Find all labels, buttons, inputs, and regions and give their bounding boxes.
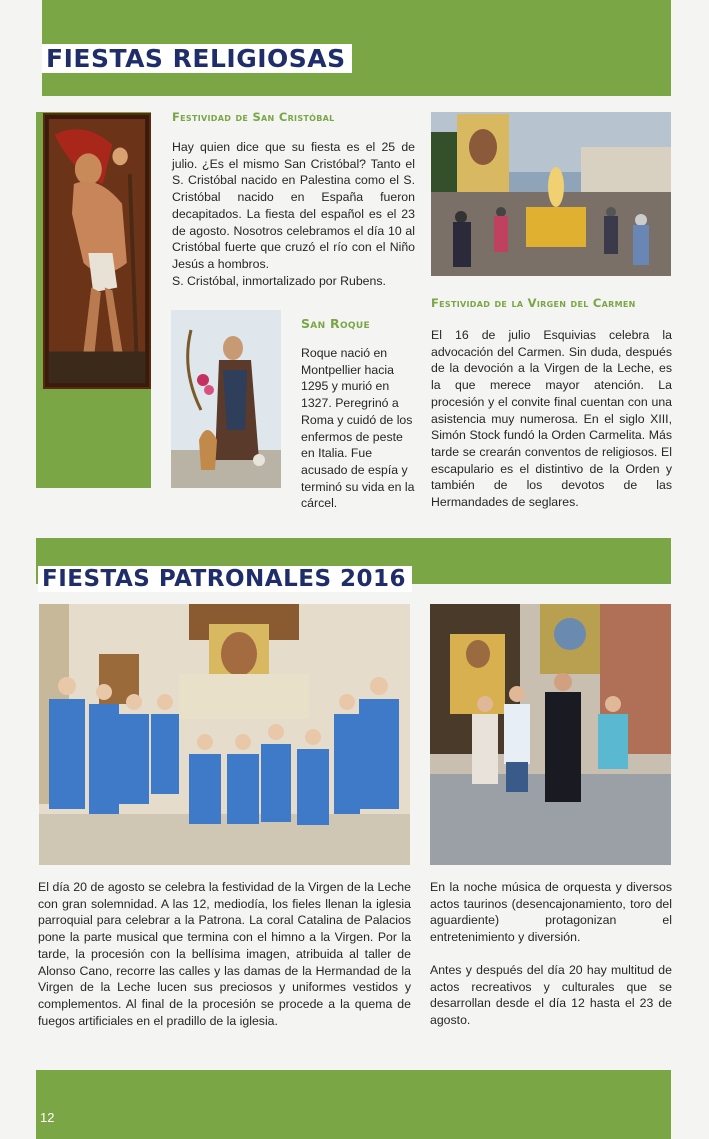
patronales-right-text <box>430 879 672 1029</box>
san-cristobal-paragraph-1: Hay quien dice que su fiesta es el 25 de julio. ¿Es el mismo San Cristóbal? Tanto el S. Cristóbal nacido en Palestina como el S. Cristóbal nacido en España fueron decapitados. La fiesta del español es el 23 de agosto. Nosotros celebramos el día 10 al Cristóbal fuerte que cruzó el río con el Niño Jesús a hombros. <box>172 140 415 271</box>
section-title-patronales: FIESTAS PATRONALES 2016 <box>38 566 412 592</box>
patronales-right-paragraph-1: En la noche música de orquesta y diversos actos taurinos (desencajonamiento, toro del aguardiente) protagonizan el entretenimiento y diversión. <box>430 880 672 945</box>
san-cristobal-heading: Festividad de San Cristóbal <box>172 110 335 124</box>
page-number: 12 <box>40 1110 55 1125</box>
bottom-green-band <box>36 1070 671 1139</box>
virgen-carmen-heading: Festividad de la Virgen del Carmen <box>431 296 636 310</box>
san-roque-photo <box>171 310 281 488</box>
san-cristobal-paragraph-2: S. Cristóbal, inmortalizado por Rubens. <box>172 273 386 288</box>
san-roque-heading: San Roque <box>301 316 370 331</box>
procesion-patronales-photo <box>430 604 671 865</box>
san-cristobal-text <box>172 139 415 289</box>
san-roque-text: Roque nació en Montpellier hacia 1295 y murió en 1327. Peregrinó a Roma y cuidó de los enfermos de peste en Italia. Fue acusado de espía y terminó su vida en la cárcel. <box>301 346 415 511</box>
virgen-carmen-text: El 16 de julio Esquivias celebra la advocación del Carmen. Sin duda, después de la devoción a la Virgen de la Leche, es la que merece mayor atención. La procesión y el convite final cuentan con una asistencia muy numerosa. En el siglo XIII, Simón Stock fundó la Orden Carmelita. Más tarde se crearán conventos de religiosos. El escapulario es el distintivo de la Orden y también de los devotos de las Hermandades de seglares. <box>431 328 672 510</box>
section-title-religiosas: FIESTAS RELIGIOSAS <box>42 44 352 73</box>
virgen-carmen-procession-photo <box>431 112 671 276</box>
patronales-right-paragraph-2: Antes y después del día 20 hay multitud de actos recreativos y culturales que se desarrollan desde el día 12 hasta el 23 de agosto. <box>430 962 672 1027</box>
patronales-left-text: El día 20 de agosto se celebra la festividad de la Virgen de la Leche con gran solemnidad. A las 12, mediodía, los fieles llenan la iglesia parroquial para celebrar a la Patrona. La coral Catalina de Palacios pone la parte musical que termina con el himno a la Virgen. Por la tarde, la procesión con la bellísima imagen, atribuida al taller de Alonso Cano, recorre las calles y las damas de la Hermandad de la Virgen de la Leche lucen sus preciosos y uniformes vestidos y complementos. Al final de la procesión se procede a la quema de fuegos artificiales en el pradillo de la iglesia. <box>38 880 411 1028</box>
san-cristobal-painting <box>43 113 151 389</box>
hermandad-damas-photo <box>39 604 410 865</box>
